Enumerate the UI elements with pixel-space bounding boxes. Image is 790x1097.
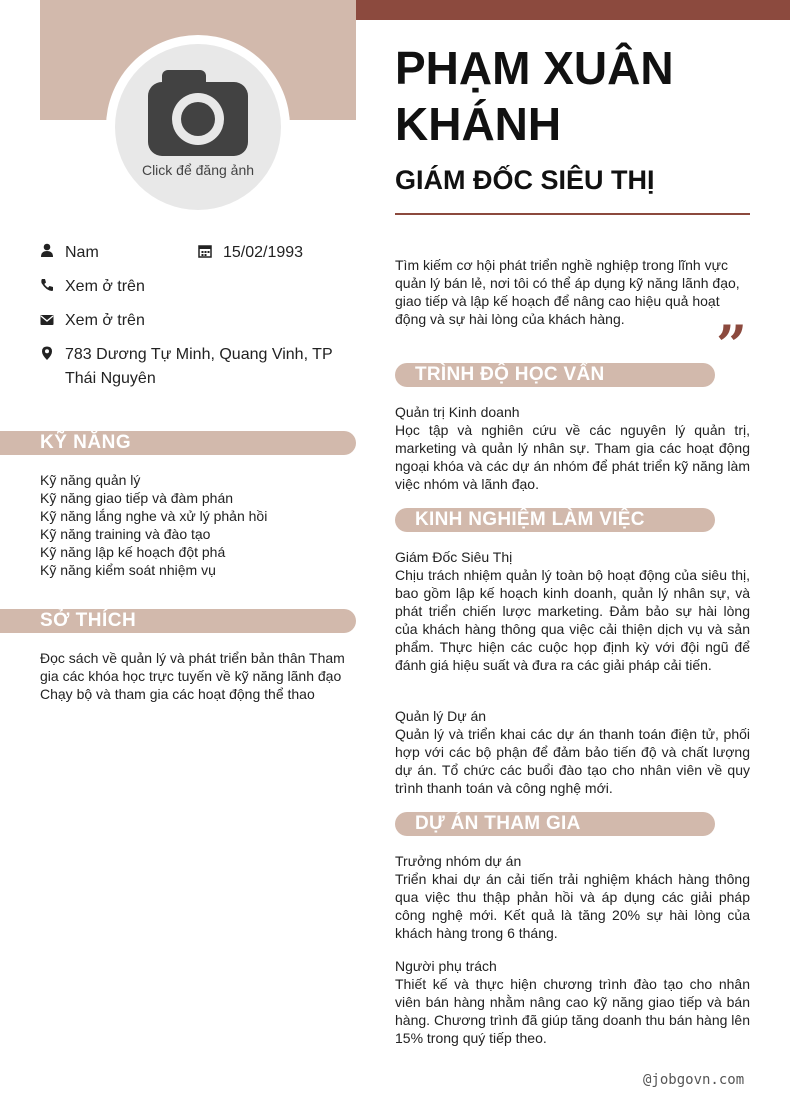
- skills-heading: KỸ NĂNG: [40, 432, 132, 453]
- entry-description: Thiết kế và thực hiện chương trình đào tạo cho nhân viên bán hàng nhằm nâng cao kỹ năng giao tiếp và bán hàng. Chương trình đã giúp tăng doanh thu bán hàng lên 15% trong quý tiếp theo.: [395, 976, 750, 1046]
- top-accent-bar: [356, 0, 790, 20]
- location-icon: [40, 346, 54, 360]
- skills-list: [40, 471, 267, 579]
- education-heading: TRÌNH ĐỘ HỌC VẤN: [415, 364, 605, 385]
- entry-description: Chịu trách nhiệm quản lý toàn bộ hoạt động của siêu thị, bao gồm lập kế hoạch kinh doanh, quản lý nhân sự, và phát triển chiến lược marketing. Đảm bảo sự hài lòng của khách hàng thông qua việc cải thiện dịch vụ và sản phẩm. Thực hiện các cuộc họp định kỳ với đội ngũ để đánh giá hiệu suất và đưa ra các giải pháp cải tiến.: [395, 567, 750, 673]
- hobbies-text: Đọc sách về quản lý và phát triển bản thân Tham gia các khóa học trực tuyến về kỹ năng lãnh đạo Chạy bộ và tham gia các hoạt động thể thao: [40, 650, 345, 702]
- phone-value: Xem ở trên: [65, 278, 145, 295]
- skill-item: Kỹ năng quản lý: [40, 472, 141, 488]
- projects-heading-bar: [395, 812, 715, 836]
- experience-heading: KINH NGHIỆM LÀM VIỆC: [415, 509, 645, 530]
- entry-title: Quản lý Dự án: [395, 708, 487, 724]
- gender-value: Nam: [65, 244, 99, 261]
- hobbies-heading-bar: [0, 609, 356, 633]
- entry-description: Học tập và nghiên cứu về các nguyên lý quản trị, marketing và quản lý nhân sự. Tham gia các hoạt động ngoại khóa và các dự án nhóm để phát triển kỹ năng làm việc nhóm và lãnh đạo.: [395, 422, 750, 492]
- candidate-name: PHẠM XUÂN KHÁNH: [395, 42, 674, 150]
- entry-description: Triển khai dự án cải tiến trải nghiệm khách hàng thông qua việc thu thập phản hồi và áp dụng các giải pháp công nghệ mới. Kết quả là tăng 20% sự hài lòng của khách hàng trong 6 tháng.: [395, 871, 750, 941]
- education-heading-bar: [395, 363, 715, 387]
- skill-item: Kỹ năng kiểm soát nhiệm vụ: [40, 562, 216, 578]
- title-divider: [395, 213, 750, 215]
- hobbies-heading: SỞ THÍCH: [40, 610, 137, 631]
- entry-title: Trưởng nhóm dự án: [395, 853, 522, 869]
- photo-upload-label[interactable]: Click để đăng ảnh: [141, 162, 255, 178]
- footer-watermark: @jobgovn.com: [643, 1072, 745, 1088]
- camera-icon[interactable]: [148, 70, 248, 158]
- calendar-icon: [198, 244, 212, 258]
- phone-icon: [40, 278, 54, 292]
- birthdate-value: 15/02/1993: [223, 244, 304, 261]
- address-value: 783 Dương Tự Minh, Quang Vinh, TP Thái Nguyên: [65, 346, 333, 387]
- skill-item: Kỹ năng giao tiếp và đàm phán: [40, 490, 234, 506]
- user-icon: [40, 243, 54, 257]
- skill-item: Kỹ năng lắng nghe và xử lý phản hồi: [40, 508, 268, 524]
- projects-heading: DỰ ÁN THAM GIA: [415, 813, 581, 834]
- entry-title: Người phụ trách: [395, 958, 497, 974]
- experience-entry: [395, 548, 750, 674]
- skill-item: Kỹ năng lập kế hoạch đột phá: [40, 544, 226, 560]
- email-value: Xem ở trên: [65, 312, 145, 329]
- mail-icon: [40, 313, 54, 327]
- project-entry: [395, 957, 750, 1047]
- experience-heading-bar: [395, 508, 715, 532]
- project-entry: [395, 852, 750, 942]
- skills-heading-bar: [0, 431, 356, 455]
- education-entry: [395, 403, 750, 493]
- experience-entry: [395, 707, 750, 797]
- entry-title: Giám Đốc Siêu Thị: [395, 549, 513, 565]
- job-title: GIÁM ĐỐC SIÊU THỊ: [395, 165, 655, 195]
- skill-item: Kỹ năng training và đào tạo: [40, 526, 211, 542]
- quote-icon: ”: [716, 313, 748, 377]
- career-objective: Tìm kiếm cơ hội phát triển nghề nghiệp trong lĩnh vực quản lý bán lẻ, nơi tôi có thể áp dụng kỹ năng lãnh đạo, giao tiếp và lập kế hoạch để nâng cao hiệu quả hoạt động và sự hài lòng của khách hàng.: [395, 257, 740, 327]
- entry-description: Quản lý và triển khai các dự án thanh toán điện tử, phối hợp với các bộ phận để đảm bảo tiến độ và chất lượng dự án. Tổ chức các buổi đào tạo cho nhân viên về quy trình thanh toán và công nghệ mới.: [395, 726, 750, 796]
- entry-title: Quản trị Kinh doanh: [395, 404, 520, 420]
